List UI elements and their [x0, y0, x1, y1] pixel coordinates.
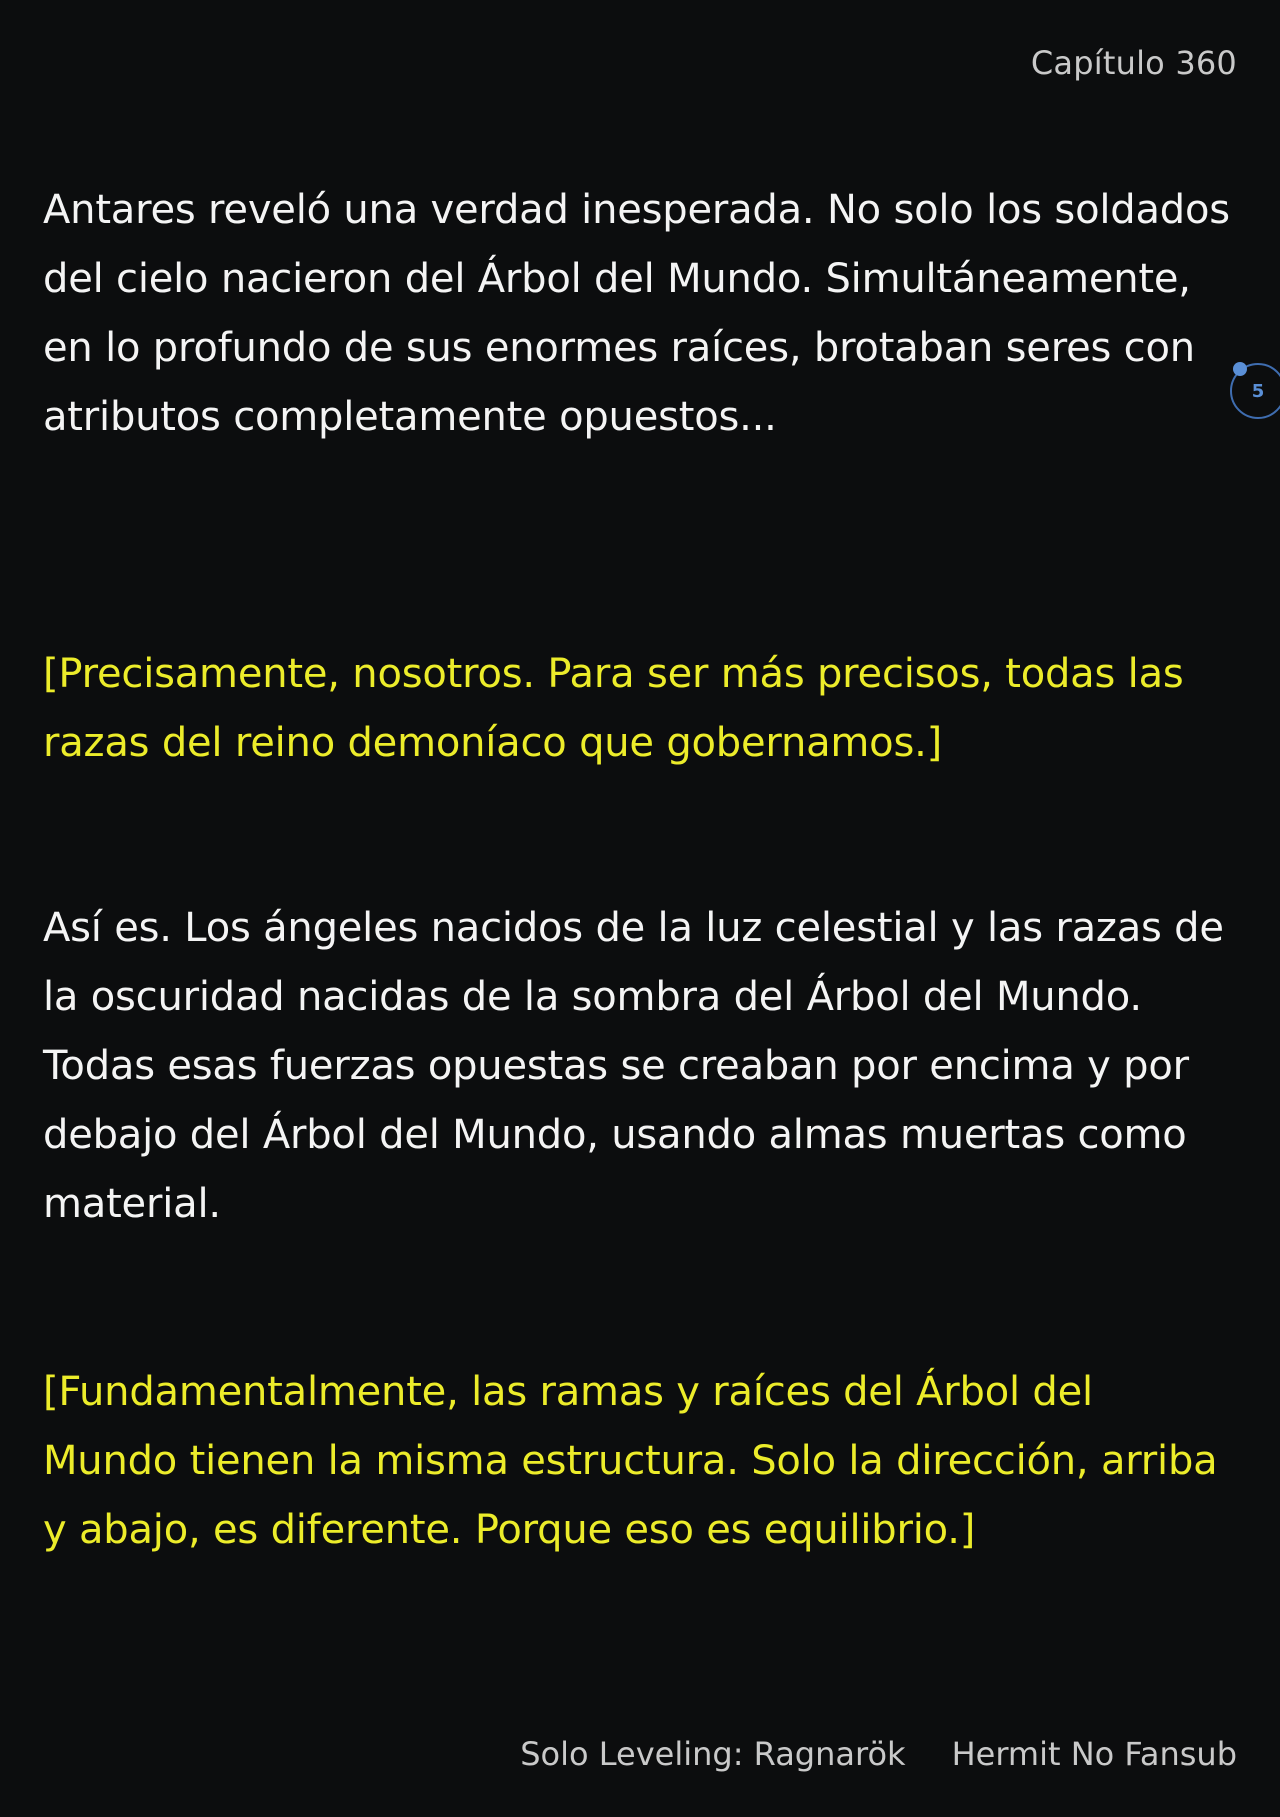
- progress-dot-icon: [1233, 362, 1247, 376]
- series-title: Solo Leveling: Ragnarök: [520, 1735, 906, 1773]
- fansub-credit: Hermit No Fansub: [951, 1735, 1237, 1773]
- narration-paragraph: Antares reveló una verdad inesperada. No solo los soldados del cielo nacieron del Árbol del Mundo. Simultáneamente, en lo profundo de sus enormes raíces, brotaban seres con atributos completamente opuestos...: [43, 187, 1230, 440]
- dialogue-paragraph: [Fundamentalmente, las ramas y raíces del Árbol del Mundo tienen la misma estructura. Solo la dirección, arriba y abajo, es diferente. Porque eso es equilibrio.]: [43, 1369, 1218, 1553]
- narration-paragraph: Así es. Los ángeles nacidos de la luz celestial y las razas de la oscuridad nacidas de la sombra del Árbol del Mundo. Todas esas fuerzas opuestas se creaban por encima y por debajo del Árbol del Mundo, usando almas muertas como material.: [43, 905, 1224, 1227]
- footer: [520, 1735, 1237, 1773]
- dialogue-paragraph: [Precisamente, nosotros. Para ser más precisos, todas las razas del reino demoníaco que gobernamos.]: [43, 651, 1184, 766]
- chapter-label: Capítulo 360: [1030, 44, 1237, 82]
- page-progress-button[interactable]: [1230, 363, 1280, 419]
- page-number: 5: [1251, 380, 1265, 402]
